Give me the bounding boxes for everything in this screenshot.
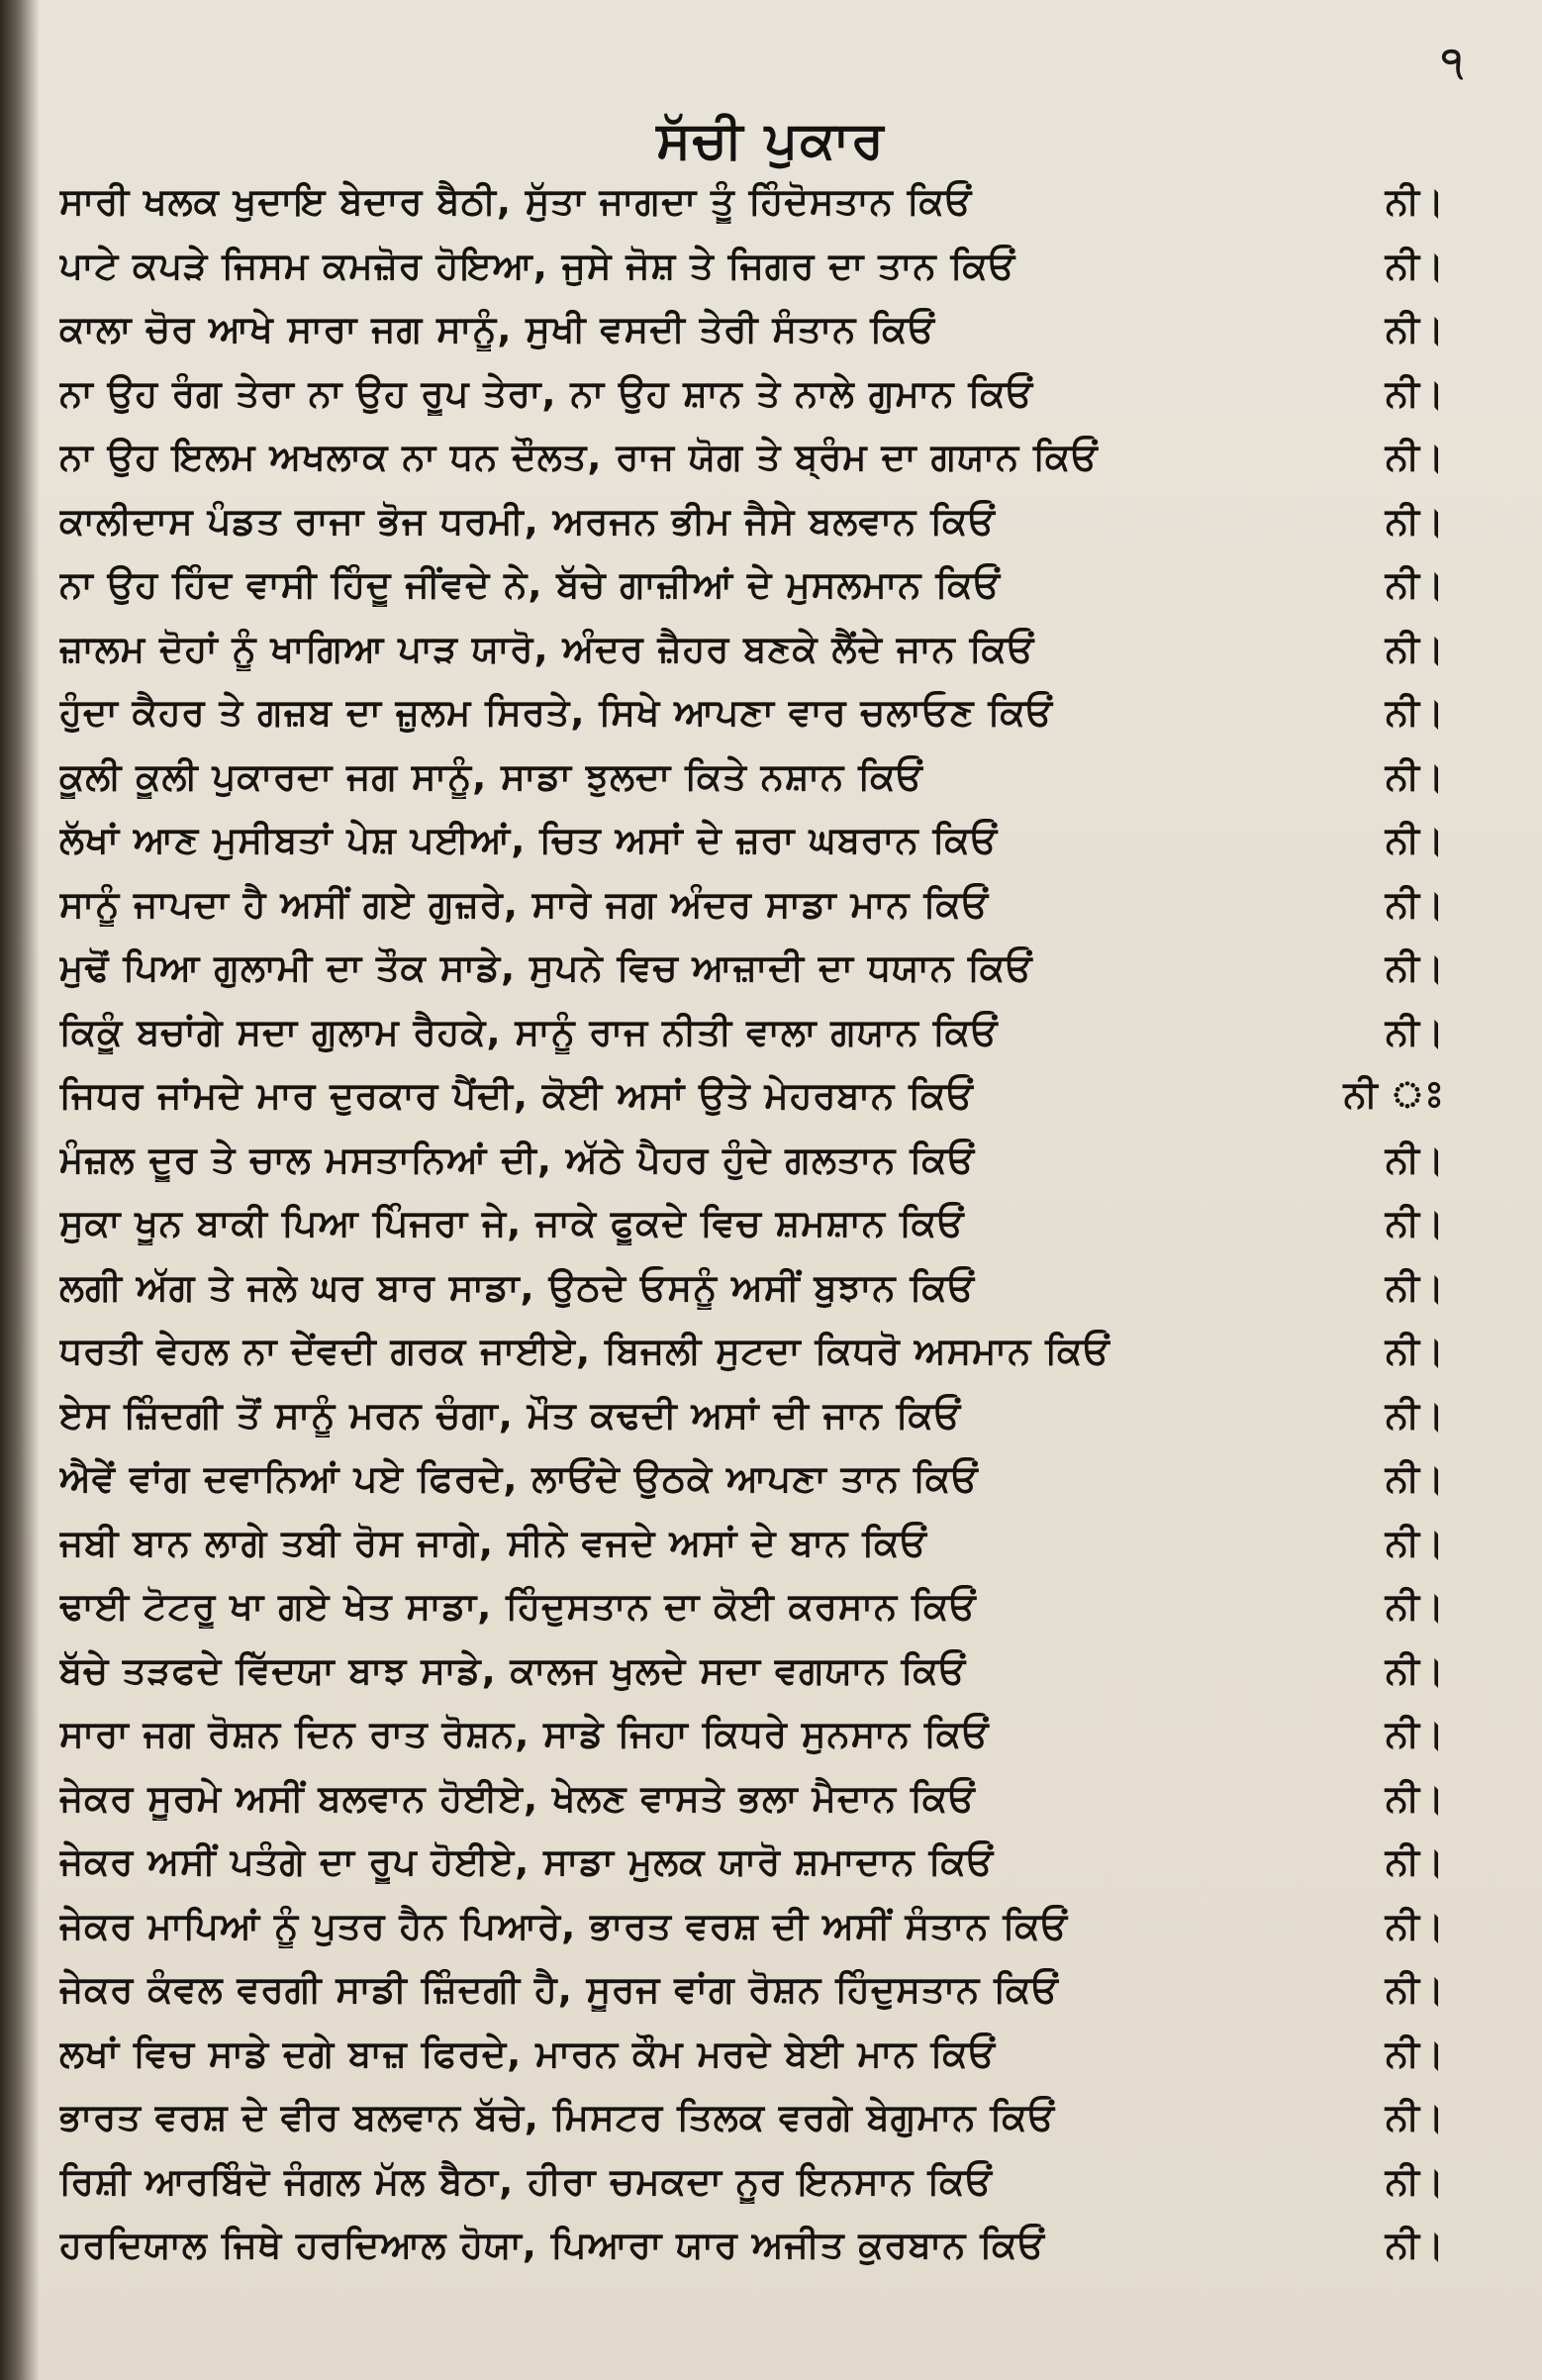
- poem-line: [59, 1320, 1450, 1384]
- poem-line-refrain: ਨੀ।: [1385, 563, 1444, 607]
- poem-line-refrain: ਨੀ।: [1385, 882, 1444, 926]
- poem-line-text: ਏਸ ਜ਼ਿੰਦਗੀ ਤੋਂ ਸਾਨੂੰ ਮਰਨ ਚੰਗਾ, ਮੌਤ ਕਢਦੀ ਅਸਾਂ ਦੀ ਜਾਨ ਕਿਓਂ: [59, 1393, 962, 1437]
- poem-line-refrain: ਨੀ।: [1385, 499, 1444, 543]
- poem-line: [59, 1256, 1450, 1321]
- poem-line-text: ਲਖਾਂ ਵਿਚ ਸਾਡੇ ਦਗੇ ਬਾਜ਼ ਫਿਰਦੇ, ਮਾਰਨ ਕੌਮ ਮਰਦੇ ਬੇਈ ਮਾਨ ਕਿਓਂ: [59, 2032, 996, 2075]
- poem-line-refrain: ਨੀ।: [1385, 946, 1444, 990]
- poem-line: [59, 1064, 1450, 1129]
- poem-line-refrain: ਨੀ।: [1385, 2159, 1444, 2203]
- poem-line: [59, 1703, 1450, 1767]
- poem-line-refrain: ਨੀ।: [1385, 308, 1444, 351]
- poem-line: [59, 1831, 1450, 1895]
- poem-line-text: ਸਾਰਾ ਜਗ ਰੋਸ਼ਨ ਦਿਨ ਰਾਤ ਰੋਸ਼ਨ, ਸਾਡੇ ਜਿਹਾ ਕਿਧਰੇ ਸੁਨਸਾਨ ਕਿਓਂ: [59, 1713, 990, 1756]
- poem-line: [59, 1639, 1450, 1704]
- poem-line: [59, 2150, 1450, 2215]
- poem-line-refrain: ਨੀ।: [1385, 754, 1444, 798]
- poem-line-text: ਕਿਕੂੰ ਬਚਾਂਗੇ ਸਦਾ ਗੁਲਾਮ ਰੈਹਕੇ, ਸਾਨੂੰ ਰਾਜ ਨੀਤੀ ਵਾਲਾ ਗਯਾਨ ਕਿਓਂ: [59, 1010, 999, 1053]
- poem-line-text: ਜ਼ਾਲਮ ਦੋਹਾਂ ਨੂੰ ਖਾਗਿਆ ਪਾੜ ਯਾਰੋ, ਅੰਦਰ ਜ਼ੈਹਰ ਬਣਕੇ ਲੈਂਦੇ ਜਾਨ ਕਿਓਂ: [59, 627, 1035, 670]
- poem-line: [59, 1384, 1450, 1448]
- poem-line-text: ਨਾ ਉਹ ਇਲਮ ਅਖਲਾਕ ਨਾ ਧਨ ਦੌਲਤ, ਰਾਜ ਯੋਗ ਤੇ ਬ੍ਰੰਮ ਦਾ ਗਯਾਨ ਕਿਓਂ: [59, 436, 1099, 479]
- poem-line-refrain: ਨੀ।: [1385, 2096, 1444, 2139]
- poem-line-text: ਪਾਟੇ ਕਪੜੇ ਜਿਸਮ ਕਮਜ਼ੋਰ ਹੋਇਆ, ਜੁਸੇ ਜੋਸ਼ ਤੇ ਜਿਗਰ ਦਾ ਤਾਨ ਕਿਓਂ: [59, 244, 1016, 287]
- poem-line-refrain: ਨੀ।: [1385, 1393, 1444, 1437]
- poem-line: [59, 745, 1450, 810]
- poem-line-refrain: ਨੀ।: [1385, 1713, 1444, 1756]
- poem-line-refrain: ਨੀ।: [1385, 244, 1444, 287]
- poem-line: [59, 937, 1450, 1001]
- poem-line: [59, 1447, 1450, 1512]
- poem-line-refrain: ਨੀ।: [1385, 180, 1444, 224]
- poem-line: [59, 235, 1450, 299]
- poem-line: [59, 1129, 1450, 1193]
- poem-line: [59, 1192, 1450, 1256]
- poem-line-text: ਜਬੀ ਬਾਨ ਲਾਗੇ ਤਬੀ ਰੋਸ ਜਾਗੇ, ਸੀਨੇ ਵਜਦੇ ਅਸਾਂ ਦੇ ਬਾਨ ਕਿਓਂ: [59, 1521, 927, 1564]
- poem-line-text: ਕੂਲੀ ਕੂਲੀ ਪੁਕਾਰਦਾ ਜਗ ਸਾਨੂੰ, ਸਾਡਾ ਝੁਲਦਾ ਕਿਤੇ ਨਸ਼ਾਨ ਕਿਓਂ: [59, 754, 923, 798]
- poem-line: [59, 170, 1450, 235]
- poem-line-text: ਹੁੰਦਾ ਕੈਹਰ ਤੇ ਗਜ਼ਬ ਦਾ ਜ਼ੁਲਮ ਸਿਰਤੇ, ਸਿਖੇ ਆਪਣਾ ਵਾਰ ਚਲਾਓਣ ਕਿਓਂ: [59, 691, 1054, 735]
- poem-line: [59, 1767, 1450, 1832]
- poem-line-text: ਜੇਕਰ ਕੰਵਲ ਵਰਗੀ ਸਾਡੀ ਜ਼ਿੰਦਗੀ ਹੈ, ਸੂਰਜ ਵਾਂਗ ਰੋਸ਼ਨ ਹਿੰਦੁਸਤਾਨ ਕਿਓਂ: [59, 1968, 1059, 2012]
- poem-line: [59, 1512, 1450, 1576]
- poem-line: [59, 2086, 1450, 2150]
- poem-line-text: ਧਰਤੀ ਵੇਹਲ ਨਾ ਦੇਂਵਦੀ ਗਰਕ ਜਾਈਏ, ਬਿਜਲੀ ਸੁਟਦਾ ਕਿਧਰੋ ਅਸਮਾਨ ਕਿਓਂ: [59, 1330, 1110, 1373]
- poem-line-refrain: ਨੀ।: [1385, 1648, 1444, 1692]
- poem-line-refrain: ਨੀ।: [1385, 436, 1444, 479]
- poem-line-refrain: ਨੀ।: [1385, 2224, 1444, 2267]
- poem-line-refrain: ਨੀ।: [1385, 627, 1444, 670]
- poem-line-text: ਨਾ ਉਹ ਰੰਗ ਤੇਰਾ ਨਾ ਉਹ ਰੂਪ ਤੇਰਾ, ਨਾ ਉਹ ਸ਼ਾਨ ਤੇ ਨਾਲੇ ਗੁਮਾਨ ਕਿਓਂ: [59, 371, 1034, 415]
- poem-line-text: ਰਿਸ਼ੀ ਆਰਬਿੰਦੋ ਜੰਗਲ ਮੱਲ ਬੈਠਾ, ਹੀਰਾ ਚਮਕਦਾ ਨੂਰ ਇਨਸਾਨ ਕਿਓਂ: [59, 2159, 993, 2203]
- poem-line-text: ਨਾ ਉਹ ਹਿੰਦ ਵਾਸੀ ਹਿੰਦੂ ਜੀਂਵਦੇ ਨੇ, ਬੱਚੇ ਗਾਜ਼ੀਆਂ ਦੇ ਮੁਸਲਮਾਨ ਕਿਓਂ: [59, 563, 1001, 607]
- poem-line: [59, 2214, 1450, 2278]
- poem-line-text: ਜਿਧਰ ਜਾਂਮਦੇ ਮਾਰ ਦੁਰਕਾਰ ਪੈਂਦੀ, ਕੋਈ ਅਸਾਂ ਉਤੇ ਮੇਹਰਬਾਨ ਕਿਓਂ: [59, 1074, 974, 1118]
- poem-line: [59, 298, 1450, 362]
- poem-line-text: ਜੇਕਰ ਮਾਪਿਆਂ ਨੂੰ ਪੁਤਰ ਹੈਨ ਪਿਆਰੇ, ਭਾਰਤ ਵਰਸ਼ ਦੀ ਅਸੀਂ ਸੰਤਾਨ ਕਿਓਂ: [59, 1904, 1069, 1947]
- poem-body: [59, 170, 1450, 2278]
- poem-line-refrain: ਨੀ ঃ: [1343, 1072, 1444, 1116]
- poem-line-text: ਐਵੇਂ ਵਾਂਗ ਦਵਾਨਿਆਂ ਪਏ ਫਿਰਦੇ, ਲਾਓਂਦੇ ਉਠਕੇ ਆਪਣਾ ਤਾਨ ਕਿਓਂ: [59, 1457, 979, 1501]
- poem-title: ਸੱਚੀ ਪੁਕਾਰ: [656, 111, 886, 170]
- poem-line-refrain: ਨੀ।: [1385, 691, 1444, 735]
- poem-line: [59, 809, 1450, 873]
- page-number: ੧: [1441, 40, 1463, 85]
- poem-line-text: ਲਗੀ ਅੱਗ ਤੇ ਜਲੇ ਘਰ ਬਾਰ ਸਾਡਾ, ਉਠਦੇ ਓਸਨੂੰ ਅਸੀਂ ਬੁਝਾਨ ਕਿਓਂ: [59, 1265, 976, 1309]
- poem-line-text: ਲੱਖਾਂ ਆਣ ਮੁਸੀਬਤਾਂ ਪੇਸ਼ ਪਈਆਂ, ਚਿਤ ਅਸਾਂ ਦੇ ਜ਼ਰਾ ਘਬਰਾਨ ਕਿਓਂ: [59, 819, 999, 862]
- poem-line: [59, 873, 1450, 938]
- poem-line-text: ਢਾਈ ਟੋਟਰੂ ਖਾ ਗਏ ਖੇਤ ਸਾਡਾ, ਹਿੰਦੁਸਤਾਨ ਦਾ ਕੋਈ ਕਰਸਾਨ ਕਿਓਂ: [59, 1585, 977, 1629]
- poem-line-refrain: ਨੀ।: [1385, 2032, 1444, 2075]
- poem-line-text: ਕਾਲੀਦਾਸ ਪੰਡਤ ਰਾਜਾ ਭੋਜ ਧਰਮੀ, ਅਰਜਨ ਭੀਮ ਜੈਸੇ ਬਲਵਾਨ ਕਿਓਂ: [59, 499, 996, 543]
- poem-line: [59, 1575, 1450, 1639]
- poem-line-refrain: ਨੀ।: [1385, 819, 1444, 862]
- poem-line-text: ਹਰਦਿਯਾਲ ਜਿਥੇ ਹਰਦਿਆਲ ਹੋਯਾ, ਪਿਆਰਾ ਯਾਰ ਅਜੀਤ ਕੁਰਬਾਨ ਕਿਓਂ: [59, 2224, 1045, 2267]
- poem-line-refrain: ਨੀ।: [1385, 1840, 1444, 1884]
- poem-line-refrain: ਨੀ।: [1385, 1202, 1444, 1245]
- poem-line-refrain: ਨੀ।: [1385, 1904, 1444, 1947]
- poem-line-refrain: ਨੀ।: [1385, 1010, 1444, 1053]
- poem-line: [59, 1958, 1450, 2023]
- poem-line: [59, 426, 1450, 490]
- poem-line: [59, 1001, 1450, 1065]
- poem-line-refrain: ਨੀ।: [1385, 1330, 1444, 1373]
- poem-line-text: ਜੇਕਰ ਅਸੀਂ ਪਤੰਗੇ ਦਾ ਰੂਪ ਹੋਈਏ, ਸਾਡਾ ਮੁਲਕ ਯਾਰੋ ਸ਼ਮਾਦਾਨ ਕਿਓਂ: [59, 1840, 995, 1884]
- poem-line: [59, 681, 1450, 745]
- page-spine-shadow: [0, 0, 40, 2380]
- poem-line-refrain: ਨੀ।: [1385, 1521, 1444, 1564]
- poem-line: [59, 490, 1450, 554]
- poem-line: [59, 362, 1450, 427]
- poem-line-refrain: ਨੀ।: [1385, 1968, 1444, 2012]
- poem-line-text: ਸੁਕਾ ਖੂਨ ਬਾਕੀ ਪਿਆ ਪਿੰਜਰਾ ਜੇ, ਜਾਕੇ ਫੂਕਦੇ ਵਿਚ ਸ਼ਮਸ਼ਾਨ ਕਿਓਂ: [59, 1202, 965, 1245]
- poem-line-text: ਕਾਲਾ ਚੋਰ ਆਖੇ ਸਾਰਾ ਜਗ ਸਾਨੂੰ, ਸੁਖੀ ਵਸਦੀ ਤੇਰੀ ਸੰਤਾਨ ਕਿਓਂ: [59, 308, 935, 351]
- poem-line-refrain: ਨੀ।: [1385, 1776, 1444, 1820]
- poem-line: [59, 553, 1450, 618]
- poem-line: [59, 2023, 1450, 2087]
- poem-line-refrain: ਨੀ।: [1385, 1457, 1444, 1501]
- poem-line-text: ਮੁਢੋਂ ਪਿਆ ਗੁਲਾਮੀ ਦਾ ਤੌਕ ਸਾਡੇ, ਸੁਪਨੇ ਵਿਚ ਆਜ਼ਾਦੀ ਦਾ ਧਯਾਨ ਕਿਓਂ: [59, 946, 1033, 990]
- poem-line-text: ਸਾਰੀ ਖਲਕ ਖੁਦਾਇ ਬੇਦਾਰ ਬੈਠੀ, ਸੁੱਤਾ ਜਾਗਦਾ ਤੂੰ ਹਿੰਦੋਸਤਾਨ ਕਿਓਂ: [59, 180, 973, 224]
- poem-line-text: ਜੇਕਰ ਸੂਰਮੇ ਅਸੀਂ ਬਲਵਾਨ ਹੋਈਏ, ਖੇਲਣ ਵਾਸਤੇ ਭਲਾ ਮੈਦਾਨ ਕਿਓਂ: [59, 1776, 976, 1820]
- poem-line-text: ਭਾਰਤ ਵਰਸ਼ ਦੇ ਵੀਰ ਬਲਵਾਨ ਬੱਚੇ, ਮਿਸਟਰ ਤਿਲਕ ਵਰਗੇ ਬੇਗੁਮਾਨ ਕਿਓਂ: [59, 2096, 1056, 2139]
- poem-line-refrain: ਨੀ।: [1385, 371, 1444, 415]
- poem-line: [59, 1895, 1450, 1959]
- poem-line-refrain: ਨੀ।: [1385, 1138, 1444, 1181]
- poem-line-text: ਬੱਚੇ ਤੜਫਦੇ ਵਿੱਦਯਾ ਬਾਝ ਸਾਡੇ, ਕਾਲਜ ਖੁਲਦੇ ਸਦਾ ਵਗਯਾਨ ਕਿਓਂ: [59, 1648, 967, 1692]
- poem-line: [59, 618, 1450, 682]
- poem-line-refrain: ਨੀ।: [1385, 1265, 1444, 1309]
- poem-line-text: ਮੰਜ਼ਲ ਦੂਰ ਤੇ ਚਾਲ ਮਸਤਾਨਿਆਂ ਦੀ, ਅੱਠੇ ਪੈਹਰ ਹੁੰਦੇ ਗਲਤਾਨ ਕਿਓਂ: [59, 1138, 975, 1181]
- poem-line-text: ਸਾਨੂੰ ਜਾਪਦਾ ਹੈ ਅਸੀਂ ਗਏ ਗੁਜ਼ਰੇ, ਸਾਰੇ ਜਗ ਅੰਦਰ ਸਾਡਾ ਮਾਨ ਕਿਓਂ: [59, 882, 990, 926]
- poem-line-refrain: ਨੀ।: [1385, 1585, 1444, 1629]
